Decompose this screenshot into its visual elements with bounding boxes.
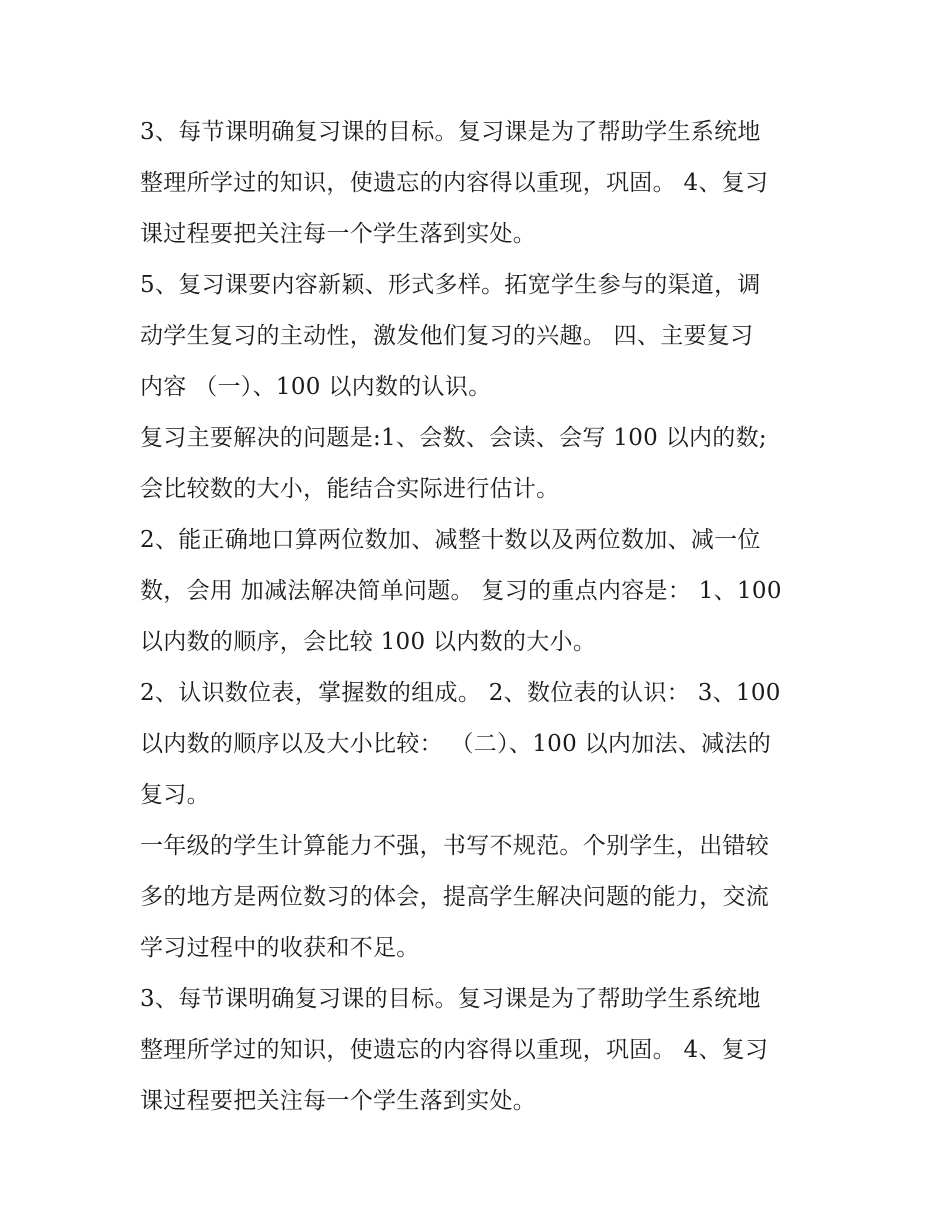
text-line: 以内数的顺序以及大小比较： （二）、100 以内加法、减法的 [140,731,772,757]
text-line: 内容 （一）、100 以内数的认识。 [140,374,492,400]
document-body [140,107,820,1127]
text-line: 3、每节课明确复习课的目标。复习课是为了帮助学生系统地 [140,986,761,1012]
text-line: 3、每节课明确复习课的目标。复习课是为了帮助学生系统地 [140,119,761,145]
text-line: 整理所学过的知识，使遗忘的内容得以重现，巩固。 4、复习 [140,170,769,196]
text-line: 以内数的顺序，会比较 100 以内数的大小。 [140,629,597,655]
text-line: 课过程要把关注每一个学生落到实处。 [140,221,537,247]
text-line: 5、复习课要内容新颖、形式多样。拓宽学生参与的渠道，调 [140,272,761,298]
text-line: 数，会用 加减法解决简单问题。 复习的重点内容是： 1、100 [140,578,782,604]
text-line: 复习。 [140,782,210,808]
text-line: 动学生复习的主动性，激发他们复习的兴趣。 四、主要复习 [140,323,754,349]
text-line: 2、能正确地口算两位数加、减整十数以及两位数加、减一位 [140,527,761,553]
text-line: 复习主要解决的问题是:1、会数、会读、会写 100 以内的数; [140,425,767,451]
text-line: 会比较数的大小，能结合实际进行估计。 [140,476,560,502]
text-line: 2、认识数位表，掌握数的组成。 2、数位表的认识： 3、100 [140,680,781,706]
text-line: 课过程要把关注每一个学生落到实处。 [140,1088,537,1114]
text-line: 多的地方是两位数习的体会，提高学生解决问题的能力，交流 [140,884,770,910]
text-line: 学习过程中的收获和不足。 [140,935,420,961]
text-line: 整理所学过的知识，使遗忘的内容得以重现，巩固。 4、复习 [140,1037,769,1063]
text-line: 一年级的学生计算能力不强，书写不规范。个别学生，出错较 [140,833,770,859]
